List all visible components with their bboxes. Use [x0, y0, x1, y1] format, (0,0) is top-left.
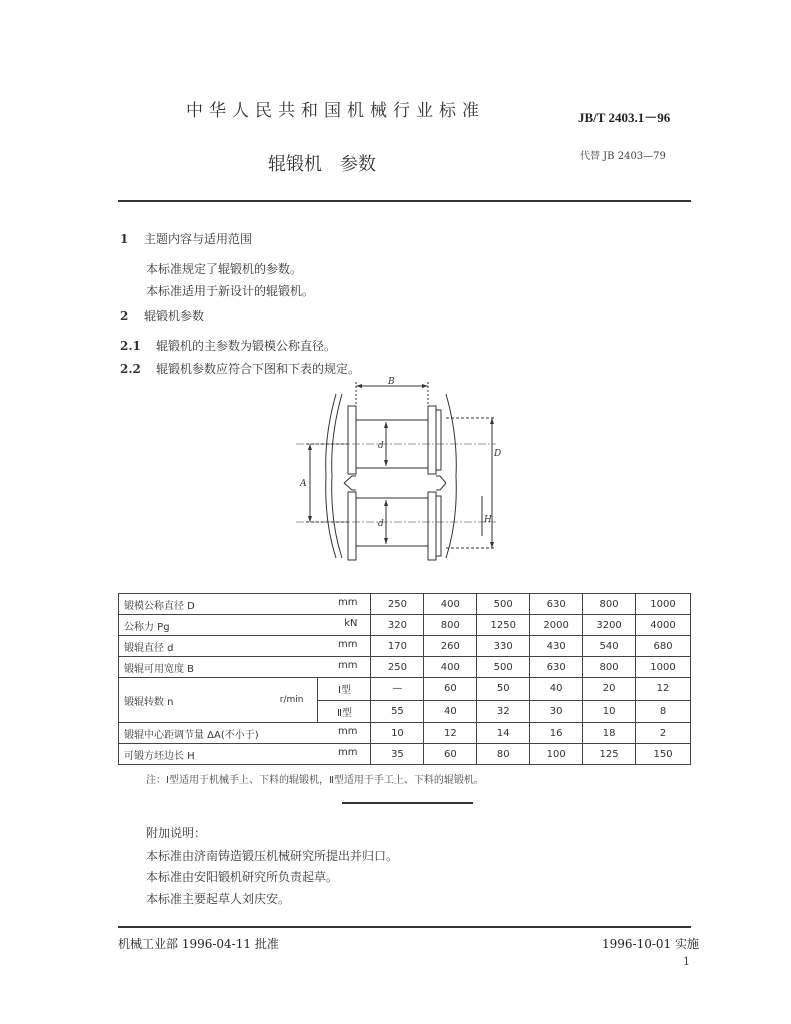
- left-bearing-lower: [348, 492, 356, 560]
- end-rule: [342, 802, 473, 804]
- right-collar-upper: [436, 410, 441, 470]
- table-cell: 16: [530, 723, 583, 744]
- table-cell: 12: [424, 723, 477, 744]
- clause-2-1: [120, 337, 336, 354]
- dim-label-d-lower: d: [378, 519, 384, 529]
- table-cell: 800: [424, 615, 477, 636]
- section-1-heading: [120, 230, 252, 247]
- row-label: 公称力 Pg kN: [119, 615, 371, 636]
- row-label: 锻辊中心距调节量 ΔA(不小于) mm: [119, 723, 371, 744]
- table-cell: 540: [583, 636, 636, 657]
- table-cell: 125: [583, 744, 636, 765]
- table-cell: 800: [583, 594, 636, 615]
- table-cell: 630: [530, 594, 583, 615]
- table-row: [119, 615, 691, 636]
- footer-rule: [118, 926, 691, 928]
- speed-unit: r/min: [279, 695, 304, 705]
- table-cell: 320: [371, 615, 424, 636]
- table-cell: 50: [477, 678, 530, 701]
- table-cell: 430: [530, 636, 583, 657]
- section-number: 2: [120, 309, 129, 323]
- row-label: 锻辊可用宽度 B mm: [119, 657, 371, 678]
- effective-date: 1996-10-01 实施: [602, 937, 700, 951]
- section-title: 主题内容与适用范围: [144, 232, 253, 246]
- dim-label-h: H: [484, 515, 492, 525]
- table-cell: 60: [424, 744, 477, 765]
- dim-label-b: B: [388, 377, 395, 387]
- row-label: 可锻方坯边长 H mm: [119, 744, 371, 765]
- right-frame-outline: [446, 394, 456, 558]
- appendix-title: 附加说明：: [146, 826, 207, 840]
- speed-label: 锻辊转数 n: [124, 696, 174, 708]
- table-cell: 250: [371, 657, 424, 678]
- table-cell: 3200: [583, 615, 636, 636]
- paragraph-applicability: 本标准适用于新设计的辊锻机。: [146, 284, 315, 298]
- table-cell: 32: [477, 700, 530, 723]
- table-cell: 500: [477, 594, 530, 615]
- dim-label-d-upper: d: [378, 441, 384, 451]
- section-2-heading: [120, 307, 204, 324]
- table-row: [119, 636, 691, 657]
- table-cell: 40: [424, 700, 477, 723]
- left-bearing-upper: [348, 406, 356, 474]
- left-frame-inner: [332, 394, 342, 558]
- clause-text: 辊锻机参数应符合下图和下表的规定。: [156, 362, 361, 376]
- paragraph-scope: 本标准规定了辊锻机的参数。: [146, 262, 303, 276]
- standard-number: JB/T 2403.1－96: [578, 110, 671, 125]
- appendix-line-2: 本标准由安阳锻机研究所负责起草。: [146, 870, 339, 884]
- table-cell: 2000: [530, 615, 583, 636]
- table-cell: 35: [371, 744, 424, 765]
- table-row: [119, 657, 691, 678]
- issuer-title: 中华人民共和国机械行业标准: [186, 101, 485, 121]
- row-label: 锻模公称直径 D mm: [119, 594, 371, 615]
- table-cell: 630: [530, 657, 583, 678]
- appendix-line-1: 本标准由济南铸造锻压机械研究所提出并归口。: [146, 849, 399, 863]
- header-rule: [118, 200, 691, 202]
- table-cell: 1000: [636, 657, 691, 678]
- clause-number: 2.1: [120, 339, 141, 353]
- table-row: [119, 678, 691, 701]
- replaces-note: 代替 JB 2403—79: [580, 151, 666, 162]
- left-frame-outline: [326, 394, 336, 558]
- table-cell: 8: [636, 700, 691, 723]
- page-number: 1: [683, 955, 690, 968]
- table-cell: 40: [530, 678, 583, 701]
- table-cell: 330: [477, 636, 530, 657]
- clause-2-2: [120, 360, 360, 377]
- clause-number: 2.2: [120, 362, 141, 376]
- table-cell: 400: [424, 657, 477, 678]
- table-row: [119, 744, 691, 765]
- right-bearing-upper: [428, 406, 436, 474]
- table-cell: 14: [477, 723, 530, 744]
- section-number: 1: [120, 232, 129, 246]
- table-cell: 170: [371, 636, 424, 657]
- table-row: [119, 594, 691, 615]
- table-cell: 800: [583, 657, 636, 678]
- type-1-label: Ⅰ型: [318, 678, 370, 701]
- right-bearing-lower: [428, 492, 436, 560]
- table-cell: 30: [530, 700, 583, 723]
- table-cell: 60: [424, 678, 477, 701]
- approval-note: 机械工业部 1996-04-11 批准: [118, 937, 279, 951]
- row-label: 锻辊直径 d mm: [119, 636, 371, 657]
- table-cell: 12: [636, 678, 691, 701]
- clause-text: 辊锻机的主参数为锻模公称直径。: [156, 339, 337, 353]
- table-cell: 150: [636, 744, 691, 765]
- table-cell: 1000: [636, 594, 691, 615]
- table-cell: 10: [583, 700, 636, 723]
- type-2-label: Ⅱ型: [337, 707, 352, 719]
- table-row: [119, 723, 691, 744]
- dim-label-d-outer: D: [494, 449, 502, 459]
- table-cell: 55: [371, 700, 424, 723]
- section-title: 辊锻机参数: [144, 309, 205, 323]
- table-cell: 260: [424, 636, 477, 657]
- table-cell: 2: [636, 723, 691, 744]
- parameter-table: [118, 593, 691, 765]
- table-cell: 500: [477, 657, 530, 678]
- right-collar-lower: [436, 496, 441, 556]
- table-cell: 18: [583, 723, 636, 744]
- appendix-line-3: 本标准主要起草人刘庆安。: [146, 892, 291, 906]
- table-cell: 400: [424, 594, 477, 615]
- table-cell: 4000: [636, 615, 691, 636]
- table-cell: 10: [371, 723, 424, 744]
- table-cell: 680: [636, 636, 691, 657]
- roll-forging-diagram: [296, 376, 516, 572]
- dim-label-a: A: [300, 479, 307, 489]
- table-cell: 100: [530, 744, 583, 765]
- document-title: 辊锻机 参数: [268, 154, 376, 175]
- row-label: [119, 678, 371, 723]
- table-cell: —: [371, 678, 424, 701]
- table-note: 注：Ⅰ型适用于机械手上、下料的辊锻机，Ⅱ型适用于手工上、下料的辊锻机。: [146, 775, 484, 786]
- table-cell: 250: [371, 594, 424, 615]
- table-cell: 80: [477, 744, 530, 765]
- table-cell: 20: [583, 678, 636, 701]
- table-cell: 1250: [477, 615, 530, 636]
